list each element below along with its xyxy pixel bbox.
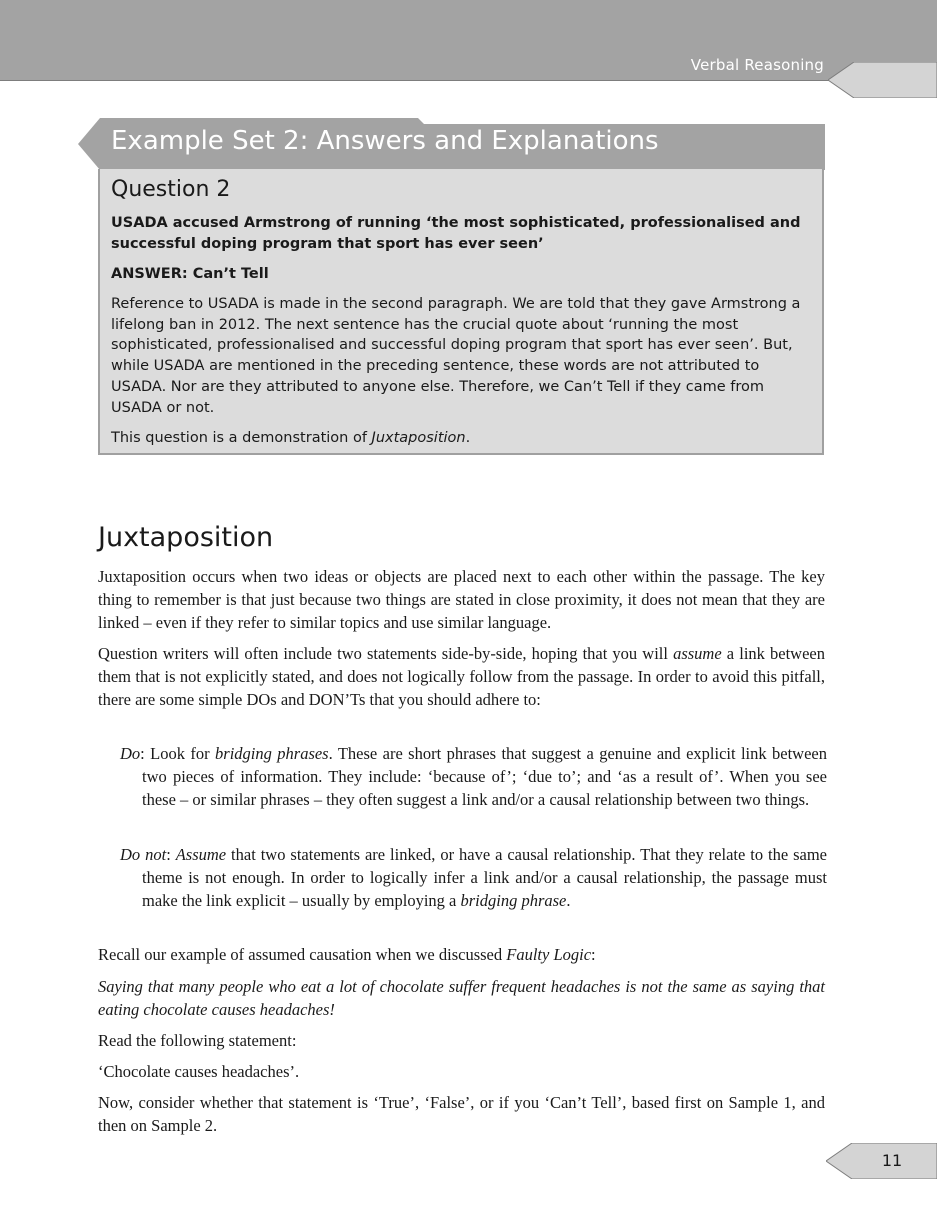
- recall-prefix: Recall our example of assumed causation when we discussed: [98, 945, 507, 964]
- chocolate-quote: Saying that many people who eat a lot of chocolate suffer frequent headaches is not the same as saying that eating chocolate causes headaches!: [98, 977, 825, 1019]
- do-text: . These are short phrases that suggest a genuine and explicit link between two pieces of information. They include: ‘because of’; ‘due to’; and ‘as a result of’. When you see these – or similar phrases – they often suggest a link and/or a causal relationship between two things.: [142, 744, 827, 809]
- question-statement: USADA accused Armstrong of running ‘the most sophisticated, professionalised and successful doping program that sport has ever seen’: [111, 215, 801, 252]
- final-paragraph: Now, consider whether that statement is ‘True’, ‘False’, or if you ‘Can’t Tell’, based first on Sample 1, and then on Sample 2.: [98, 1093, 825, 1135]
- page-number: 11: [881, 1151, 903, 1170]
- paragraph-question-writers: [98, 642, 825, 711]
- p2-text-end: a link between them that is not explicitly stated, and does not logically follow from the passage. In order to avoid this pitfall, there are some simple DOs and DON’Ts that you should adhere to:: [98, 644, 825, 709]
- donot-assume: Assume: [175, 845, 227, 864]
- donot-bridging-phrase: bridging phrase: [460, 891, 567, 910]
- demo-term: Juxtaposition: [371, 430, 466, 446]
- chocolate-statement: ‘Chocolate causes headaches’.: [98, 1062, 300, 1081]
- paragraph-definition: Juxtaposition occurs when two ideas or objects are placed next to each other within the passage. The key thing to remember is that just because two things are stated in close proximity, it does not mean that they are linked – even if they refer to similar topics and use similar language.: [98, 567, 825, 632]
- do-item: [120, 742, 827, 811]
- donot-end: .: [566, 891, 571, 910]
- answer-box: [98, 169, 824, 455]
- question-heading: Question 2: [111, 177, 231, 202]
- donot-colon: :: [166, 845, 176, 864]
- header-section-label: Verbal Reasoning: [690, 56, 824, 74]
- p2-assume: assume: [673, 644, 722, 663]
- read-statement-line: Read the following statement:: [98, 1031, 297, 1050]
- demo-suffix: .: [465, 430, 471, 446]
- recall-line: [98, 943, 596, 966]
- donot-item: [120, 843, 827, 912]
- do-bridging-phrases: bridging phrases: [215, 744, 329, 763]
- answer-explanation: Reference to USADA is made in the second paragraph. We are told that they gave Armstrong a lifelong ban in 2012. The next sentence has the crucial quote about ‘running the most sophisticated, professionalised and successful doping program that sport has ever seen’. But, while USADA are mentioned in the preceding sentence, these words are not attributed to USADA. Nor are they attributed to anyone else. Therefore, we Can’t Tell if they came from USADA or not.: [111, 296, 801, 416]
- p2-text-start: Question writers will often include two statements side-by-side, hoping that you will: [98, 644, 674, 663]
- demonstration-line: [111, 428, 470, 449]
- section-heading: Juxtaposition: [98, 522, 274, 553]
- do-colon: : Look for: [140, 744, 216, 763]
- recall-suffix: :: [591, 945, 596, 964]
- donot-text: that two statements are linked, or have a causal relationship. That they relate to the same theme is not enough. In order to logically infer a link and/or a causal relationship, the passage must make the link explicit – usually by employing a: [142, 845, 827, 910]
- example-title: Example Set 2: Answers and Explanations: [111, 126, 659, 156]
- demo-prefix: This question is a demonstration of: [111, 430, 372, 446]
- do-label: Do: [120, 744, 141, 763]
- header-tab-shape: [828, 62, 937, 98]
- answer-line: ANSWER: Can’t Tell: [111, 266, 269, 282]
- donot-label: Do not: [120, 845, 167, 864]
- recall-faulty-logic: Faulty Logic: [506, 945, 592, 964]
